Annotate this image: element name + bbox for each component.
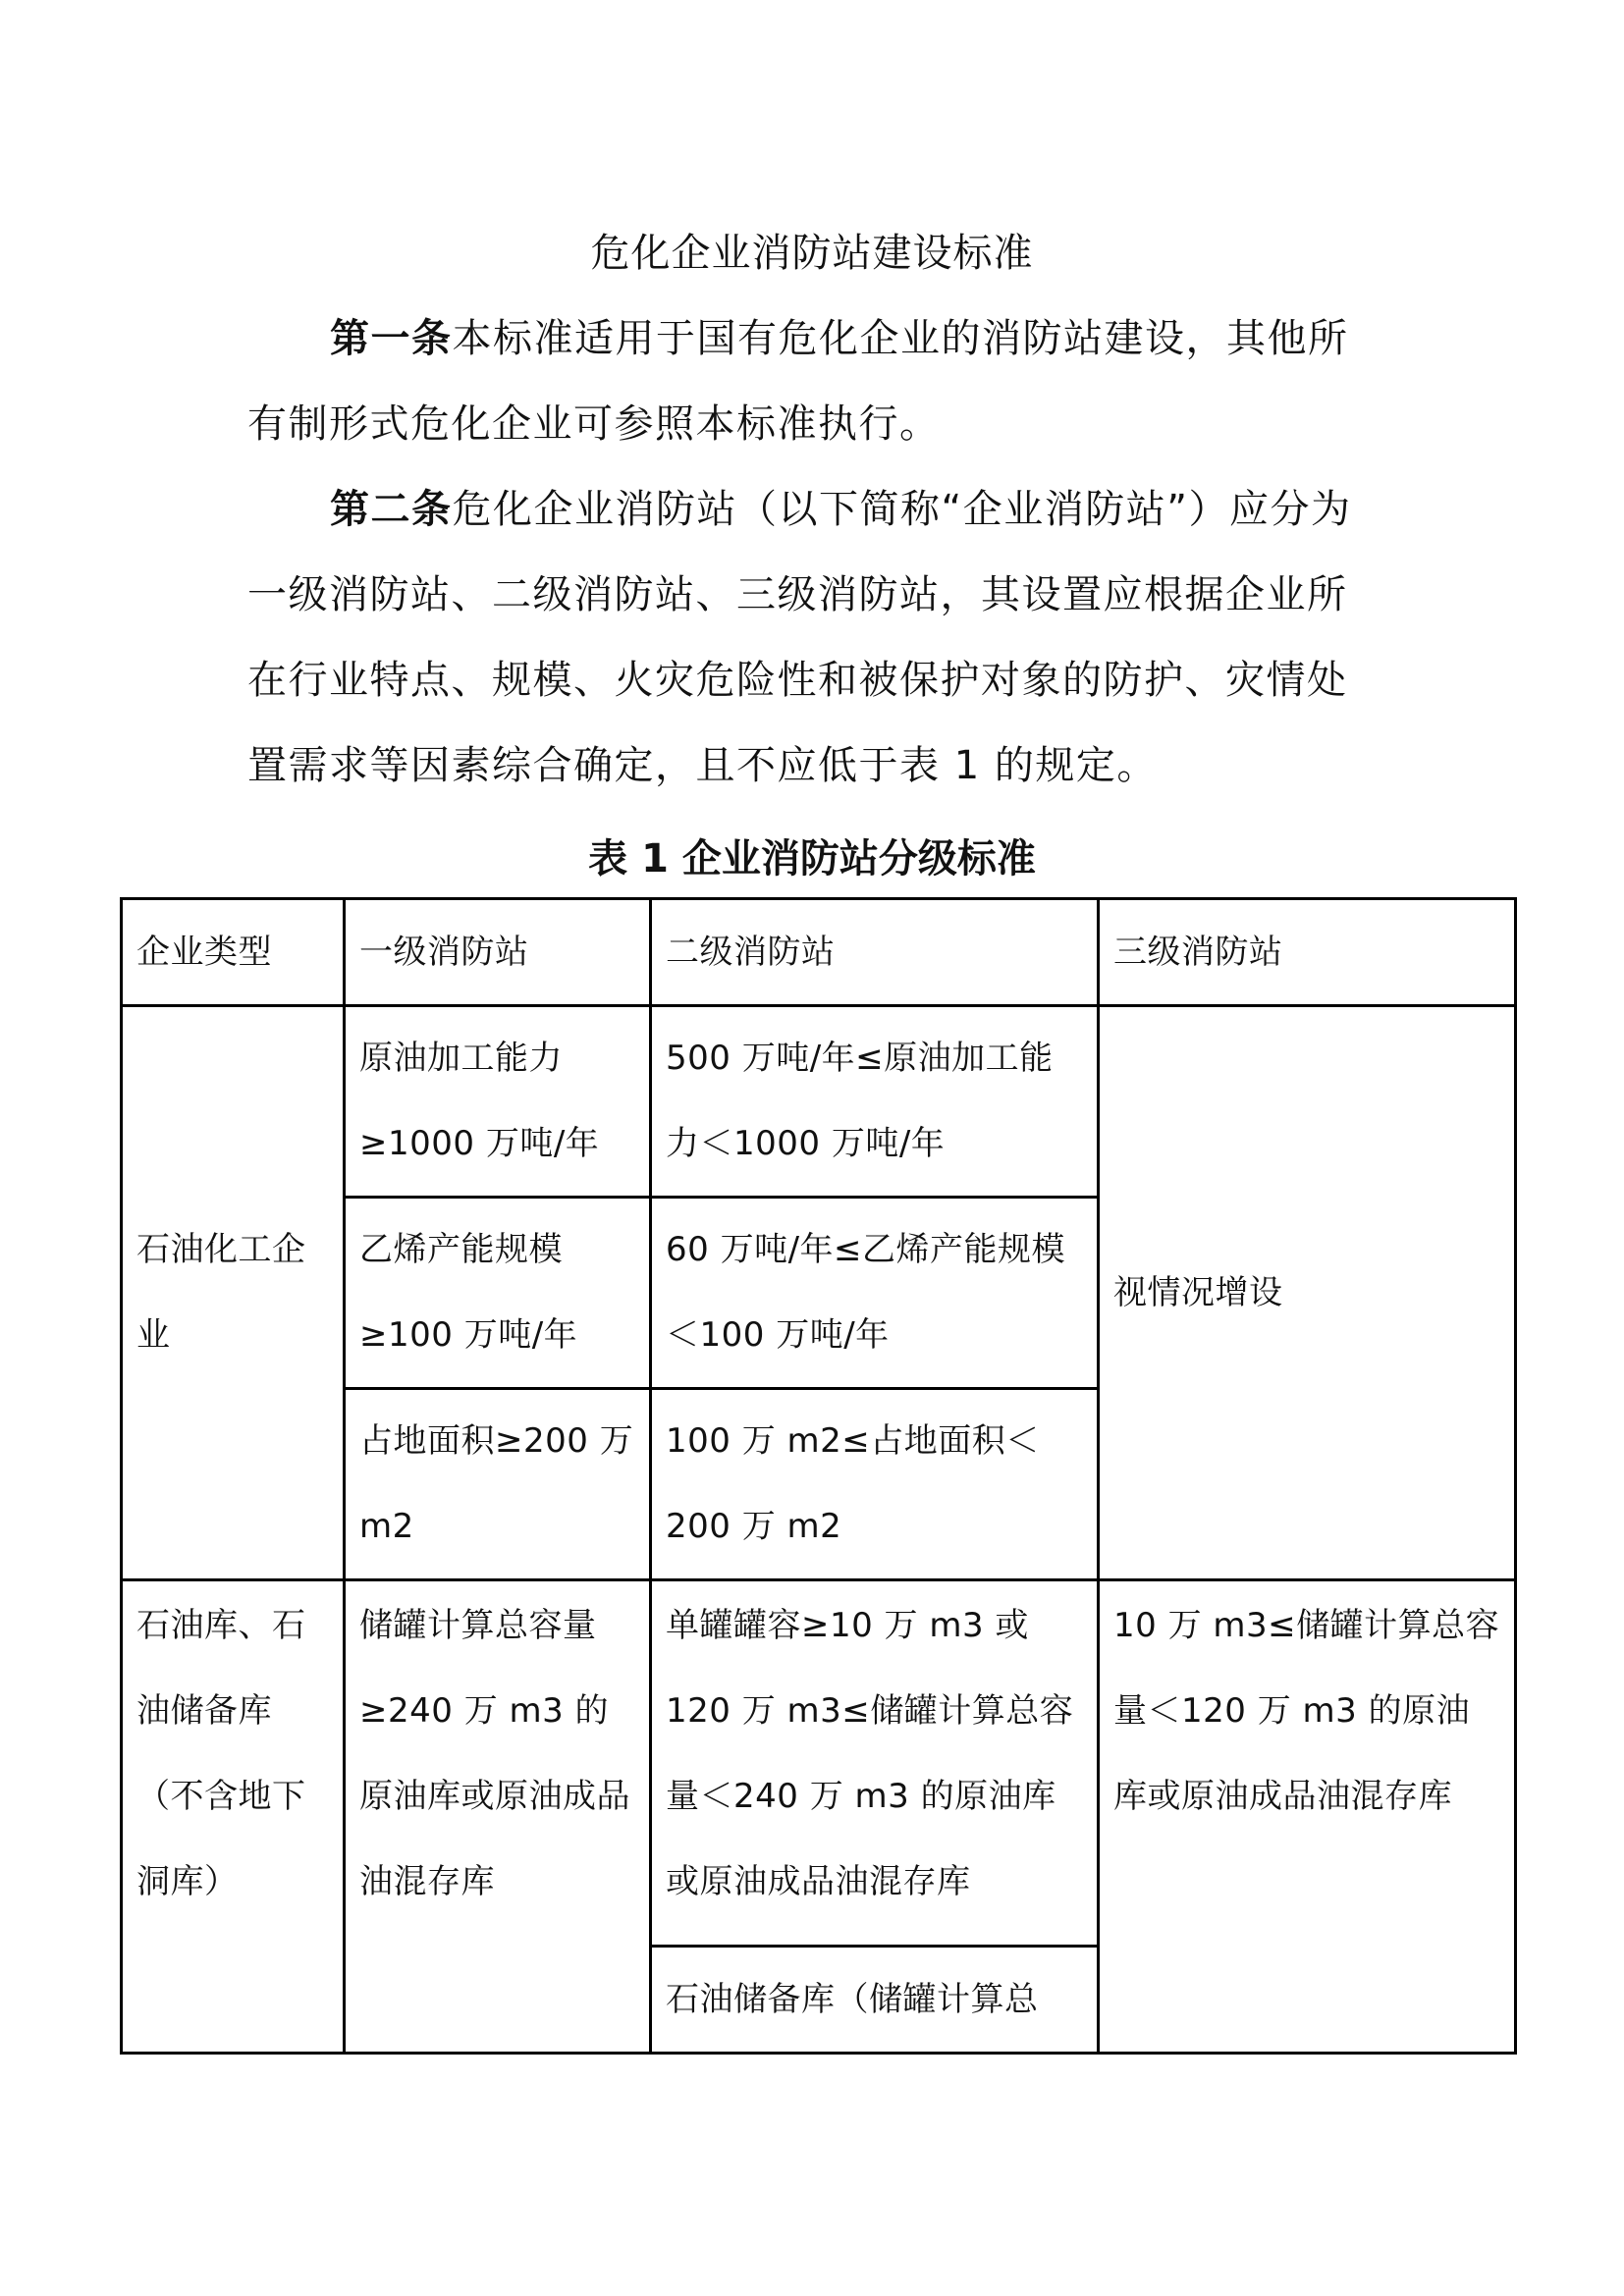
grading-standard-table: [120, 897, 1517, 2055]
article-1-number: 第一条: [330, 316, 453, 361]
document-title: 危化企业消防站建设标准: [590, 231, 1034, 276]
header-level-3: 三级消防站: [1099, 899, 1516, 1006]
level-2-cell: 单罐罐容≥10 万 m3 或 120 万 m3≤储罐计算总容量＜240 万 m3 的原油库或原油成品油混存库: [651, 1580, 1099, 1947]
enterprise-type-cell: 石油化工企业: [122, 1006, 345, 1580]
table-header-row: [122, 899, 1516, 1006]
header-enterprise-type: 企业类型: [122, 899, 345, 1006]
article-2-text: 危化企业消防站（以下简称“企业消防站”）应分为一级消防站、二级消防站、三级消防站，其设置应根据企业所在行业特点、规模、火灾危险性和被保护对象的防护、灾情处置需求等因素综合确定，且不应低于表 1 的规定。: [247, 487, 1352, 788]
level-3-cell: 视情况增设: [1099, 1006, 1516, 1580]
level-2-cell: 60 万吨/年≤乙烯产能规模＜100 万吨/年: [651, 1198, 1099, 1389]
level-2-cell: 500 万吨/年≤原油加工能力＜1000 万吨/年: [651, 1006, 1099, 1198]
level-1-cell: 乙烯产能规模≥100 万吨/年: [345, 1198, 651, 1389]
level-1-cell: 储罐计算总容量≥240 万 m3 的原油库或原油成品油混存库: [345, 1580, 651, 2054]
level-3-cell: 10 万 m3≤储罐计算总容量＜120 万 m3 的原油库或原油成品油混存库: [1099, 1580, 1516, 2054]
article-2: [247, 467, 1386, 809]
table-row: [122, 1580, 1516, 1947]
article-1-text: 本标准适用于国有危化企业的消防站建设，其他所有制形式危化企业可参照本标准执行。: [247, 316, 1349, 447]
enterprise-type-cell: 石油库、石油储备库（不含地下洞库）: [122, 1580, 345, 2054]
level-1-cell: 原油加工能力≥1000 万吨/年: [345, 1006, 651, 1198]
table-caption: 表 1 企业消防站分级标准: [588, 836, 1036, 881]
level-2-cell: 100 万 m2≤占地面积＜200 万 m2: [651, 1389, 1099, 1580]
header-level-2: 二级消防站: [651, 899, 1099, 1006]
level-2-cell: 石油储备库（储罐计算总: [651, 1947, 1099, 2054]
header-level-1: 一级消防站: [345, 899, 651, 1006]
article-1: [247, 296, 1386, 467]
table-row: [122, 1006, 1516, 1198]
level-1-cell: 占地面积≥200 万 m2: [345, 1389, 651, 1580]
article-2-number: 第二条: [330, 487, 453, 532]
